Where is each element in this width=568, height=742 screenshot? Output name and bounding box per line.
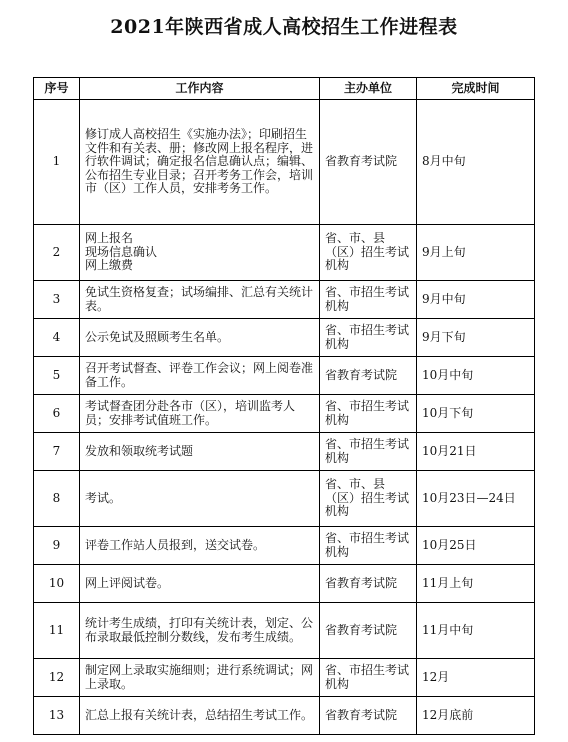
cell-org: 省、市、县（区）招生考试机构 xyxy=(320,471,417,527)
cell-org: 省教育考试院 xyxy=(320,100,417,225)
cell-no: 13 xyxy=(34,697,80,735)
content-line: 考试。 xyxy=(85,490,122,505)
cell-content xyxy=(80,565,320,603)
cell-content xyxy=(80,527,320,565)
table-row xyxy=(34,225,535,281)
cell-content xyxy=(80,603,320,659)
content-line: 免试生资格复查；试场编排、汇总有关统计表。 xyxy=(85,285,314,313)
header-time: 完成时间 xyxy=(417,78,535,100)
cell-org: 省教育考试院 xyxy=(320,565,417,603)
header-content: 工作内容 xyxy=(80,78,320,100)
cell-content xyxy=(80,433,320,471)
cell-no: 12 xyxy=(34,659,80,697)
cell-content xyxy=(80,357,320,395)
cell-content xyxy=(80,659,320,697)
cell-content xyxy=(80,100,320,225)
cell-org: 省教育考试院 xyxy=(320,697,417,735)
content-line: 汇总上报有关统计表，总结招生考试工作。 xyxy=(85,707,314,722)
cell-no: 10 xyxy=(34,565,80,603)
cell-no: 4 xyxy=(34,319,80,357)
table-row xyxy=(34,433,535,471)
cell-org: 省、市招生考试机构 xyxy=(320,659,417,697)
cell-time: 8月中旬 xyxy=(417,100,535,225)
table-row xyxy=(34,100,535,225)
cell-no: 7 xyxy=(34,433,80,471)
table-row xyxy=(34,319,535,357)
cell-org: 省、市招生考试机构 xyxy=(320,433,417,471)
table-row xyxy=(34,603,535,659)
cell-content xyxy=(80,471,320,527)
content-line: 现场信息确认 xyxy=(85,244,158,259)
table-row xyxy=(34,697,535,735)
cell-time: 11月中旬 xyxy=(417,603,535,659)
table-row xyxy=(34,471,535,527)
cell-time: 10月中旬 xyxy=(417,357,535,395)
page-title: 2021年陕西省成人高校招生工作进程表 xyxy=(110,16,458,38)
content-line: 召开考试督查、评卷工作会议；网上阅卷准备工作。 xyxy=(85,361,314,389)
content-line: 制定网上录取实施细则；进行系统调试；网上录取。 xyxy=(85,663,314,691)
content-line: 发放和领取统考试题 xyxy=(85,443,194,458)
table-row xyxy=(34,527,535,565)
cell-org: 省教育考试院 xyxy=(320,603,417,659)
cell-no: 2 xyxy=(34,225,80,281)
cell-no: 3 xyxy=(34,281,80,319)
header-org: 主办单位 xyxy=(320,78,417,100)
cell-no: 9 xyxy=(34,527,80,565)
cell-no: 11 xyxy=(34,603,80,659)
cell-time: 9月下旬 xyxy=(417,319,535,357)
cell-content xyxy=(80,395,320,433)
cell-time: 12月底前 xyxy=(417,697,535,735)
cell-time: 12月 xyxy=(417,659,535,697)
table-row xyxy=(34,357,535,395)
cell-time: 10月下旬 xyxy=(417,395,535,433)
content-line: 修订成人高校招生《实施办法》；印刷招生文件和有关表、册；修改网上报名程序，进行软件调试；确定报名信息确认点；编辑、公布招生专业目录；召开考务工作会，培训市（区）工作人员，安排考务工作。 xyxy=(85,127,314,196)
cell-content xyxy=(80,697,320,735)
content-line: 网上报名 xyxy=(85,231,134,246)
cell-content xyxy=(80,225,320,281)
cell-time: 9月中旬 xyxy=(417,281,535,319)
cell-time: 9月上旬 xyxy=(417,225,535,281)
content-line: 网上评阅试卷。 xyxy=(85,575,170,590)
cell-org: 省教育考试院 xyxy=(320,357,417,395)
cell-no: 8 xyxy=(34,471,80,527)
cell-time: 10月21日 xyxy=(417,433,535,471)
cell-org: 省、市、县（区）招生考试机构 xyxy=(320,225,417,281)
content-line: 统计考生成绩，打印有关统计表，划定、公布录取最低控制分数线，发布考生成绩。 xyxy=(85,616,314,644)
cell-org: 省、市招生考试机构 xyxy=(320,527,417,565)
cell-no: 6 xyxy=(34,395,80,433)
content-line: 考试督查团分赴各市（区），培训监考人员；安排考试值班工作。 xyxy=(85,399,296,427)
cell-time: 10月25日 xyxy=(417,527,535,565)
table-row xyxy=(34,565,535,603)
schedule-table xyxy=(33,77,535,735)
table-row xyxy=(34,395,535,433)
cell-no: 5 xyxy=(34,357,80,395)
content-line: 评卷工作站人员报到，送交试卷。 xyxy=(85,537,266,552)
cell-time: 11月上旬 xyxy=(417,565,535,603)
content-line: 公示免试及照顾考生名单。 xyxy=(85,329,230,344)
table-header-row xyxy=(34,78,535,100)
table-body xyxy=(34,100,535,735)
cell-org: 省、市招生考试机构 xyxy=(320,281,417,319)
cell-time: 10月23日—24日 xyxy=(417,471,535,527)
cell-no: 1 xyxy=(34,100,80,225)
cell-org: 省、市招生考试机构 xyxy=(320,395,417,433)
table-row xyxy=(34,659,535,697)
cell-org: 省、市招生考试机构 xyxy=(320,319,417,357)
header-no: 序号 xyxy=(34,78,80,100)
table-row xyxy=(34,281,535,319)
content-line: 网上缴费 xyxy=(85,258,134,273)
cell-content xyxy=(80,281,320,319)
cell-content xyxy=(80,319,320,357)
